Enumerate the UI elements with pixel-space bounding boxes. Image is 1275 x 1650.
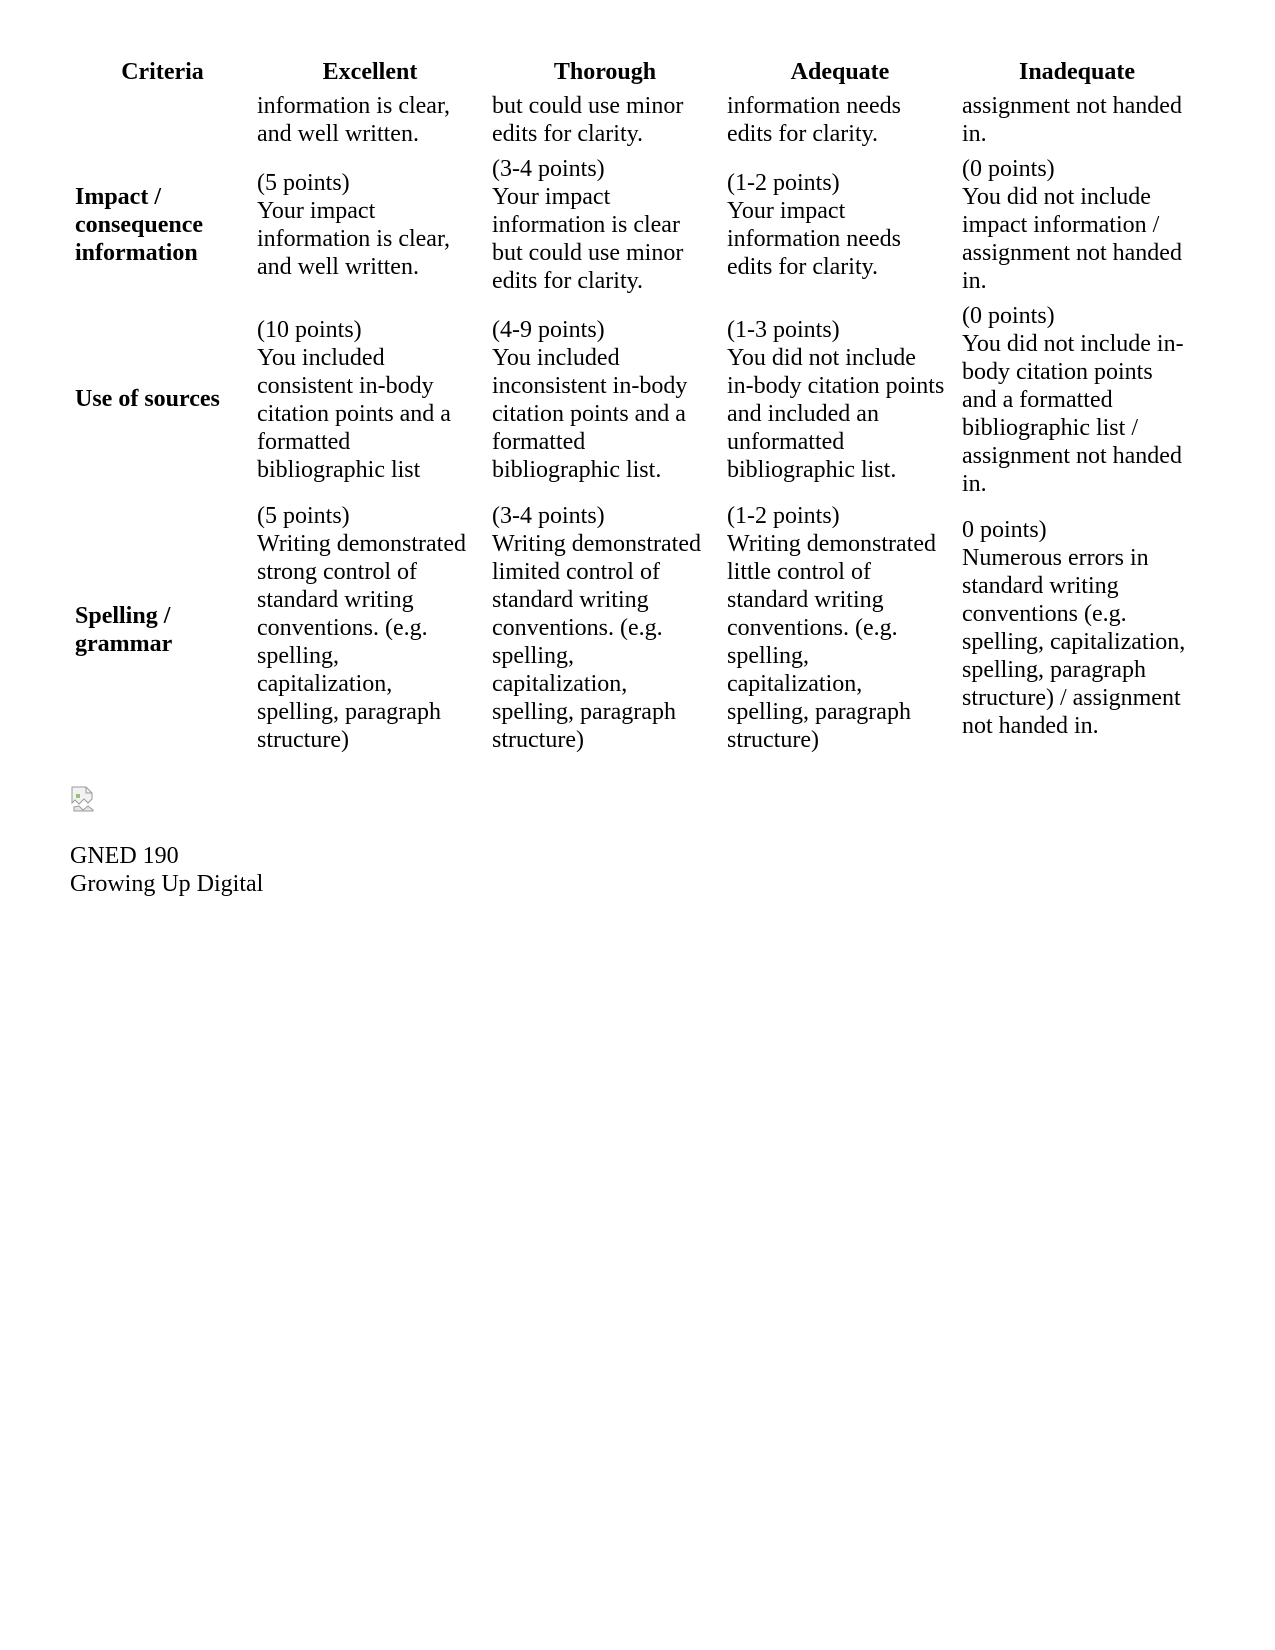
cell-line: You included: [492, 345, 620, 371]
cell-line: conventions. (e.g.: [727, 615, 898, 641]
cell-line: assignment not handed: [962, 93, 1182, 119]
cell-line: and included an: [727, 401, 879, 427]
cell-line: (5 points): [257, 170, 350, 196]
row1-thorough-cell: [492, 155, 683, 295]
row0-inadequate-cell: [962, 92, 1182, 148]
cell-line: spelling, paragraph: [257, 699, 441, 725]
cell-line: You included: [257, 345, 385, 371]
broken-image-icon: [70, 786, 96, 812]
cell-line: spelling, capitalization,: [962, 629, 1186, 655]
header-adequate: Adequate: [790, 59, 890, 85]
cell-line: formatted: [257, 429, 351, 455]
criteria-spelling-grammar: [75, 602, 172, 658]
cell-line: not handed in.: [962, 713, 1099, 739]
course-code: GNED 190: [70, 843, 179, 869]
cell-line: spelling,: [257, 643, 339, 669]
cell-line: structure) / assignment: [962, 685, 1181, 711]
cell-line: (0 points): [962, 156, 1055, 182]
cell-line: (0 points): [962, 303, 1055, 329]
cell-line: conventions. (e.g.: [492, 615, 663, 641]
row2-excellent-cell: [257, 316, 451, 484]
course-title: Growing Up Digital: [70, 871, 264, 897]
cell-line: spelling,: [492, 643, 574, 669]
header-criteria: Criteria: [121, 59, 204, 85]
cell-line: (5 points): [257, 503, 350, 529]
row2-thorough-cell: [492, 316, 687, 484]
cell-line: You did not include in-: [962, 331, 1184, 357]
cell-line: and well written.: [257, 121, 419, 147]
header-thorough: Thorough: [553, 59, 657, 85]
cell-line: information is clear,: [257, 93, 450, 119]
cell-line: You did not include: [727, 345, 916, 371]
row1-adequate-cell: [727, 169, 901, 281]
cell-line: (3-4 points): [492, 503, 605, 529]
cell-line: Your impact: [492, 184, 611, 210]
cell-line: 0 points): [962, 517, 1047, 543]
cell-line: Numerous errors in: [962, 545, 1149, 571]
cell-line: assignment not handed: [962, 240, 1182, 266]
cell-line: but could use minor: [492, 240, 684, 266]
cell-line: Writing demonstrated: [257, 531, 466, 557]
header-excellent: Excellent: [322, 59, 418, 85]
cell-line: body citation points: [962, 359, 1153, 385]
row1-inadequate-cell: [962, 155, 1182, 295]
cell-line: standard writing: [492, 587, 649, 613]
cell-line: structure): [257, 727, 349, 753]
cell-line: bibliographic list /: [962, 415, 1138, 441]
cell-line: unformatted: [727, 429, 845, 455]
cell-line: spelling, paragraph: [962, 657, 1146, 683]
cell-line: but could use minor: [492, 93, 684, 119]
criteria-line: Spelling /: [75, 603, 171, 629]
cell-line: bibliographic list.: [492, 457, 662, 483]
cell-line: and well written.: [257, 254, 419, 280]
cell-line: impact information /: [962, 212, 1160, 238]
row0-adequate-cell: [727, 92, 901, 148]
cell-line: (1-3 points): [727, 317, 840, 343]
row3-adequate-cell: [727, 502, 936, 754]
cell-line: You did not include: [962, 184, 1151, 210]
cell-line: Your impact: [257, 198, 376, 224]
row3-excellent-cell: [257, 502, 466, 754]
cell-line: inconsistent in-body: [492, 373, 688, 399]
cell-line: Your impact: [727, 198, 846, 224]
cell-line: little control of: [727, 559, 871, 585]
cell-line: citation points and a: [492, 401, 686, 427]
cell-line: capitalization,: [492, 671, 628, 697]
cell-line: edits for clarity.: [727, 254, 879, 280]
cell-line: bibliographic list.: [727, 457, 897, 483]
criteria-impact: [75, 183, 203, 267]
cell-line: limited control of: [492, 559, 660, 585]
row0-thorough-cell: [492, 92, 683, 148]
cell-line: citation points and a: [257, 401, 451, 427]
cell-line: information is clear,: [257, 226, 450, 252]
cell-line: (4-9 points): [492, 317, 605, 343]
cell-line: consistent in-body: [257, 373, 434, 399]
row3-thorough-cell: [492, 502, 701, 754]
row3-inadequate-cell: [962, 516, 1185, 740]
cell-line: Writing demonstrated: [492, 531, 701, 557]
cell-line: in.: [962, 471, 987, 497]
course-info: [70, 842, 263, 898]
row0-excellent-cell: [257, 92, 450, 148]
cell-line: information needs: [727, 226, 901, 252]
criteria-line: grammar: [75, 631, 173, 657]
cell-line: Writing demonstrated: [727, 531, 936, 557]
cell-line: in.: [962, 121, 987, 147]
criteria-line: Use of sources: [75, 386, 220, 412]
cell-line: edits for clarity.: [727, 121, 879, 147]
cell-line: edits for clarity.: [492, 268, 644, 294]
cell-line: (1-2 points): [727, 503, 840, 529]
cell-line: spelling, paragraph: [727, 699, 911, 725]
row1-excellent-cell: [257, 169, 450, 281]
cell-line: strong control of: [257, 559, 417, 585]
cell-line: (1-2 points): [727, 170, 840, 196]
criteria-line: consequence: [75, 212, 203, 238]
cell-line: structure): [727, 727, 819, 753]
criteria-line: information: [75, 240, 198, 266]
cell-line: standard writing: [257, 587, 414, 613]
cell-line: capitalization,: [727, 671, 863, 697]
header-inadequate: Inadequate: [1018, 59, 1136, 85]
cell-line: and a formatted: [962, 387, 1113, 413]
cell-line: in.: [962, 268, 987, 294]
cell-line: conventions (e.g.: [962, 601, 1127, 627]
criteria-use-of-sources: [75, 385, 220, 413]
cell-line: information is clear: [492, 212, 680, 238]
cell-line: in-body citation points: [727, 373, 945, 399]
cell-line: capitalization,: [257, 671, 393, 697]
cell-line: assignment not handed: [962, 443, 1182, 469]
cell-line: structure): [492, 727, 584, 753]
cell-line: standard writing: [962, 573, 1119, 599]
cell-line: conventions. (e.g.: [257, 615, 428, 641]
cell-line: formatted: [492, 429, 586, 455]
cell-line: spelling, paragraph: [492, 699, 676, 725]
row2-inadequate-cell: [962, 302, 1184, 498]
cell-line: (3-4 points): [492, 156, 605, 182]
cell-line: information needs: [727, 93, 901, 119]
cell-line: spelling,: [727, 643, 809, 669]
cell-line: bibliographic list: [257, 457, 421, 483]
cell-line: (10 points): [257, 317, 362, 343]
cell-line: edits for clarity.: [492, 121, 644, 147]
row2-adequate-cell: [727, 316, 944, 484]
cell-line: standard writing: [727, 587, 884, 613]
criteria-line: Impact /: [75, 184, 161, 210]
